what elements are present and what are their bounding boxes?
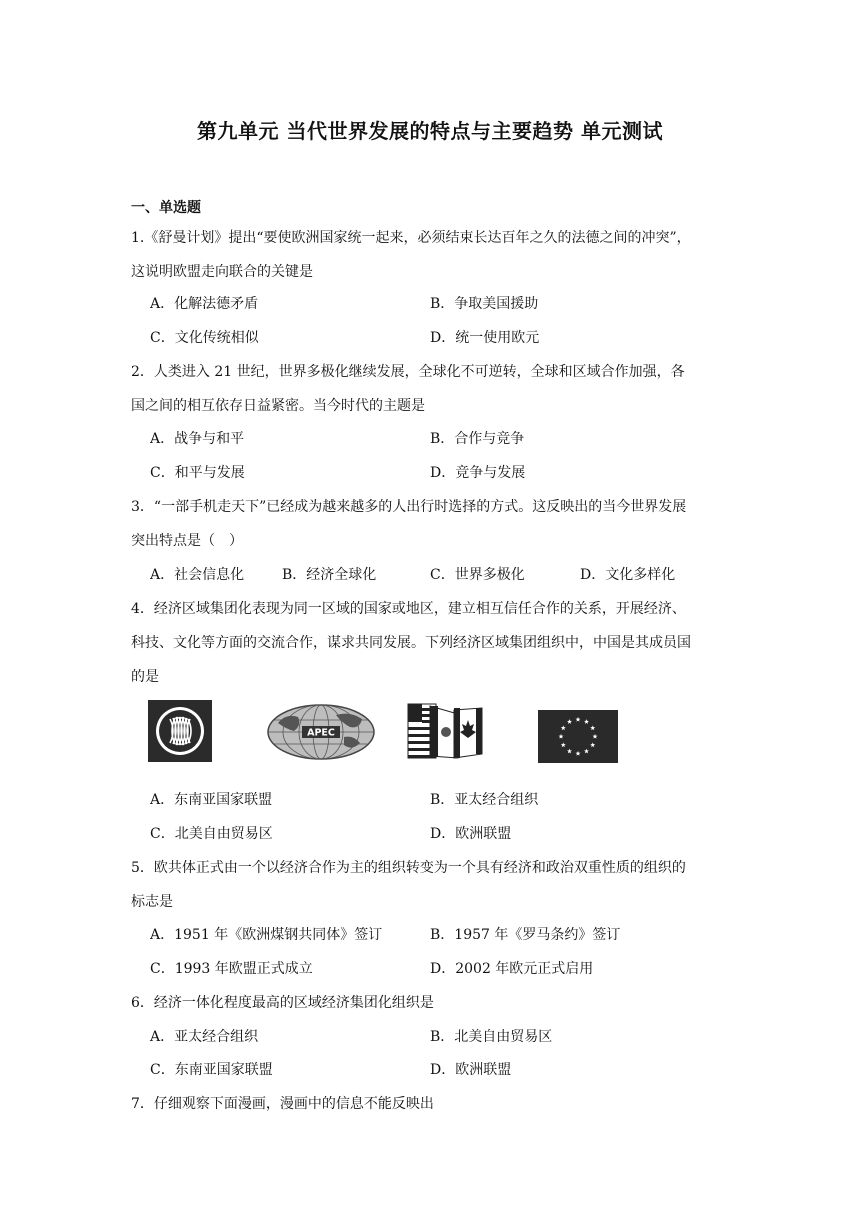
q6-option-b[interactable]: B．北美自由贸易区 [430,1029,553,1045]
q2-option-c[interactable]: C．和平与发展 [150,465,245,481]
q1-option-d[interactable]: D．统一使用欧元 [430,330,540,346]
q5-line-1: 5．欧共体正式由一个以经济合作为主的组织转变为一个具有经济和政治双重性质的组织的 [131,860,686,876]
section-heading: 一、单选题 [131,200,201,216]
q5-option-a[interactable]: A．1951 年《欧洲煤钢共同体》签订 [150,927,383,943]
q2-line-2: 国之间的相互依存日益紧密。当今时代的主题是 [131,398,425,414]
q4-line-2: 科技、文化等方面的交流合作，谋求共同发展。下列经济区域集团组织中，中国是其成员国 [131,635,691,651]
q3-option-b[interactable]: B．经济全球化 [282,567,377,583]
eu-flag-icon [538,710,618,763]
q1-option-c[interactable]: C．文化传统相似 [150,330,259,346]
q4-option-a[interactable]: A．东南亚国家联盟 [150,792,273,808]
q3-line-1: 3．“一部手机走天下”已经成为越来越多的人出行时选择的方式。这反映出的当今世界发展 [131,499,687,515]
q5-option-d[interactable]: D．2002 年欧元正式启用 [430,961,594,977]
q4-line-3: 的是 [131,669,159,685]
q4-option-d[interactable]: D．欧洲联盟 [430,826,512,842]
page-title: 第九单元 当代世界发展的特点与主要趋势 单元测试 [197,119,663,143]
q5-option-c[interactable]: C．1993 年欧盟正式成立 [150,961,313,977]
q1-option-a[interactable]: A．化解法德矛盾 [150,296,259,312]
q1-line-2: 这说明欧盟走向联合的关键是 [131,264,313,280]
apec-logo-label: APEC [307,727,335,739]
q5-line-2: 标志是 [131,894,173,910]
q1-line-1: 1.《舒曼计划》提出“要使欧洲国家统一起来，必须结束长达百年之久的法德之间的冲突”， [131,230,691,246]
q3-option-d[interactable]: D．文化多样化 [580,567,676,583]
q2-option-d[interactable]: D．竞争与发展 [430,465,526,481]
q6-line-1: 6．经济一体化程度最高的区域经济集团化组织是 [131,995,434,1011]
q4-option-b[interactable]: B．亚太经合组织 [430,792,539,808]
q5-option-b[interactable]: B．1957 年《罗马条约》签订 [430,927,621,943]
q4-option-c[interactable]: C．北美自由贸易区 [150,826,273,842]
q2-line-1: 2．人类进入 21 世纪，世界多极化继续发展，全球化不可逆转，全球和区域合作加强，各 [131,364,685,380]
q2-option-a[interactable]: A．战争与和平 [150,431,245,447]
q6-option-c[interactable]: C．东南亚国家联盟 [150,1062,273,1078]
q3-option-a[interactable]: A．社会信息化 [150,567,245,583]
q3-line-2: 突出特点是（ ） [131,533,243,549]
q3-option-c[interactable]: C．世界多极化 [430,567,525,583]
q6-option-d[interactable]: D．欧洲联盟 [430,1062,512,1078]
q4-line-1: 4．经济区域集团化表现为同一区域的国家或地区，建立相互信任合作的关系，开展经济、 [131,601,686,617]
apec-globe-logo [266,703,376,761]
q2-option-b[interactable]: B．合作与竞争 [430,431,525,447]
q6-option-a[interactable]: A．亚太经合组织 [150,1029,259,1045]
q7-line-1: 7．仔细观察下面漫画，漫画中的信息不能反映出 [131,1096,434,1112]
organization-logos [148,700,628,764]
q1-option-b[interactable]: B．争取美国援助 [430,296,539,312]
asean-logo-icon [148,700,212,762]
nafta-flags-icon [406,700,486,764]
